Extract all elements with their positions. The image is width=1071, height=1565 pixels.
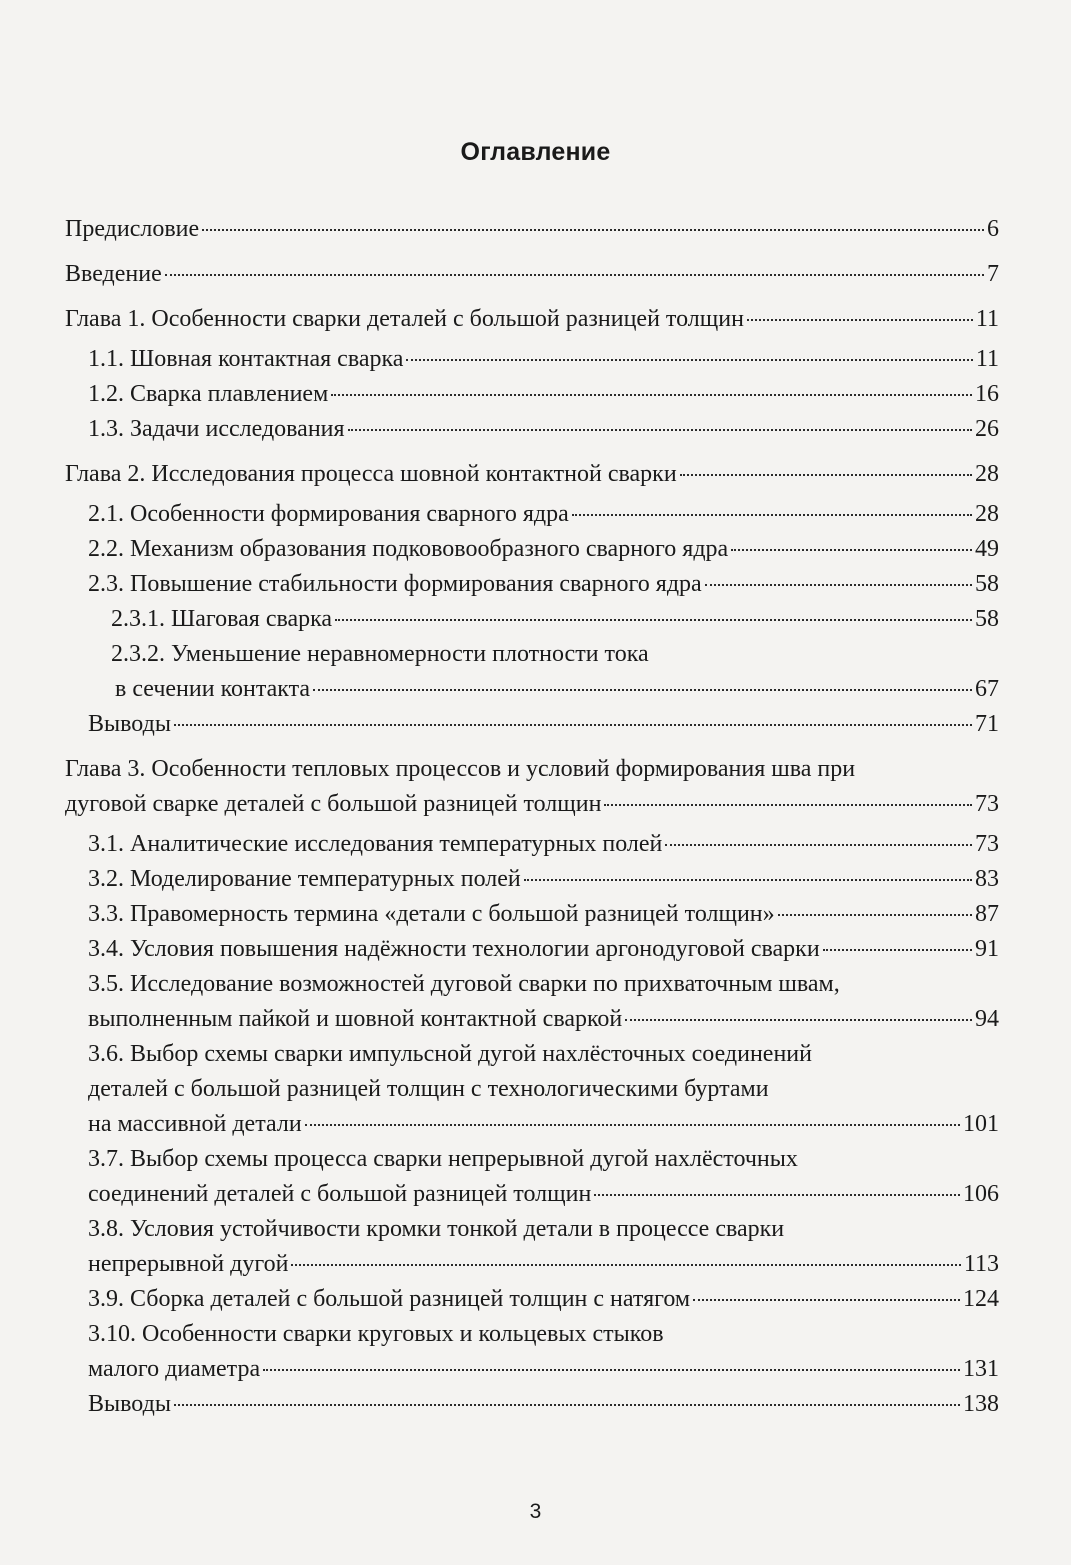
toc-entry-title: 3.2. Моделирование температурных полей bbox=[88, 866, 521, 892]
toc-entry-title: Глава 2. Исследования процесса шовной контактной сварки bbox=[65, 461, 677, 487]
toc-entry bbox=[65, 259, 999, 289]
toc-entry-title: 3.7. Выбор схемы процесса сварки непрерывной дугой нахлёсточных bbox=[88, 1146, 798, 1172]
toc-entry-page: 71 bbox=[975, 711, 999, 737]
toc-entry-page: 58 bbox=[975, 571, 999, 597]
dot-leader bbox=[665, 843, 972, 846]
toc-entry bbox=[88, 1319, 999, 1349]
toc-entry bbox=[88, 414, 999, 444]
toc-entry-page: 101 bbox=[963, 1111, 999, 1137]
toc-entry-title: Глава 3. Особенности тепловых процессов и условий формирования шва при bbox=[65, 756, 856, 782]
toc-entry-title: в сечении контакта bbox=[115, 676, 311, 702]
toc-entry bbox=[88, 1389, 999, 1419]
toc-entry-title: 3.1. Аналитические исследования температурных полей bbox=[88, 831, 663, 857]
toc-entry-page: 106 bbox=[963, 1181, 999, 1207]
toc-entry-title: 3.5. Исследование возможностей дуговой сварки по прихваточным швам, bbox=[88, 971, 840, 997]
toc-entry-title: соединений деталей с большой разницей толщин bbox=[88, 1181, 592, 1207]
toc-entry-page: 83 bbox=[975, 866, 999, 892]
toc-entry bbox=[88, 864, 999, 894]
dot-leader bbox=[331, 393, 972, 396]
toc-entry-page: 7 bbox=[987, 261, 999, 287]
toc-entry-title: малого диаметра bbox=[88, 1356, 261, 1382]
toc-entry-page: 73 bbox=[975, 791, 999, 817]
toc-entry bbox=[65, 214, 999, 244]
toc-entry-title: 2.1. Особенности формирования сварного ядра bbox=[88, 501, 569, 527]
dot-leader bbox=[263, 1368, 960, 1371]
toc-entry bbox=[65, 754, 999, 784]
toc-entry-title: 1.3. Задачи исследования bbox=[88, 416, 345, 442]
toc-entry bbox=[88, 969, 999, 999]
dot-leader bbox=[594, 1193, 960, 1196]
toc-entry-page: 87 bbox=[975, 901, 999, 927]
dot-leader bbox=[524, 878, 972, 881]
toc-entry-page: 73 bbox=[975, 831, 999, 857]
toc-entry-page: 113 bbox=[963, 1251, 999, 1277]
toc-entry-title: 1.1. Шовная контактная сварка bbox=[88, 346, 404, 372]
toc-entry bbox=[88, 709, 999, 739]
toc-entry-page: 131 bbox=[963, 1356, 999, 1382]
dot-leader bbox=[335, 618, 972, 621]
toc-entry-page: 94 bbox=[975, 1006, 999, 1032]
page-number: 3 bbox=[529, 1500, 542, 1523]
toc-entry-page: 26 bbox=[975, 416, 999, 442]
toc-entry bbox=[65, 459, 999, 489]
toc-entry bbox=[88, 1109, 999, 1139]
toc-entry-page: 58 bbox=[975, 606, 999, 632]
toc-entry-page: 124 bbox=[963, 1286, 999, 1312]
toc-entry bbox=[88, 899, 999, 929]
toc-entry bbox=[115, 674, 999, 704]
toc-entry bbox=[111, 604, 999, 634]
dot-leader bbox=[778, 913, 972, 916]
toc-entry bbox=[88, 1284, 999, 1314]
dot-leader bbox=[406, 358, 972, 361]
dot-leader bbox=[747, 318, 973, 321]
toc-entry bbox=[88, 1074, 999, 1104]
toc-entry-page: 67 bbox=[975, 676, 999, 702]
toc-entry-title: 3.8. Условия устойчивости кромки тонкой детали в процессе сварки bbox=[88, 1216, 785, 1242]
toc-entry bbox=[65, 304, 999, 334]
dot-leader bbox=[313, 688, 972, 691]
toc-entry bbox=[88, 1249, 999, 1279]
toc-entry bbox=[88, 379, 999, 409]
toc-entry bbox=[88, 1039, 999, 1069]
toc-entry-title: Глава 1. Особенности сварки деталей с большой разницей толщин bbox=[65, 306, 744, 332]
toc-entry-title: 3.9. Сборка деталей с большой разницей толщин с натягом bbox=[88, 1286, 691, 1312]
toc-entry bbox=[88, 1214, 999, 1244]
toc-entry-page: 138 bbox=[963, 1391, 999, 1417]
toc-entry-title: Введение bbox=[65, 261, 162, 287]
toc-entry-title: 1.2. Сварка плавлением bbox=[88, 381, 329, 407]
toc-entry-title: Выводы bbox=[88, 711, 171, 737]
toc-entry-title: Предисловие bbox=[65, 216, 200, 242]
dot-leader bbox=[693, 1298, 960, 1301]
toc-entry-title: деталей с большой разницей толщин с технологическими буртами bbox=[88, 1076, 769, 1102]
toc-entry bbox=[88, 1354, 999, 1384]
toc-entry-page: 28 bbox=[975, 461, 999, 487]
toc-entry-title: Выводы bbox=[88, 1391, 171, 1417]
toc-entry-title: 3.4. Условия повышения надёжности технологии аргонодуговой сварки bbox=[88, 936, 820, 962]
toc-entry-page: 6 bbox=[987, 216, 999, 242]
toc-entry-title: 2.3. Повышение стабильности формирования сварного ядра bbox=[88, 571, 702, 597]
toc-entry bbox=[88, 499, 999, 529]
dot-leader bbox=[165, 273, 984, 276]
toc-entry bbox=[65, 789, 999, 819]
toc-entry-title: 3.6. Выбор схемы сварки импульсной дугой нахлёсточных соединений bbox=[88, 1041, 812, 1067]
dot-leader bbox=[572, 513, 972, 516]
dot-leader bbox=[348, 428, 972, 431]
toc-entry bbox=[111, 639, 999, 669]
dot-leader bbox=[291, 1263, 960, 1266]
toc-entry-page: 16 bbox=[975, 381, 999, 407]
toc-entry-title: непрерывной дугой bbox=[88, 1251, 289, 1277]
dot-leader bbox=[202, 228, 984, 231]
dot-leader bbox=[604, 803, 972, 806]
toc-entry-page: 91 bbox=[975, 936, 999, 962]
toc-entry-title: дуговой сварке деталей с большой разницей толщин bbox=[65, 791, 602, 817]
toc-entry-title: 2.3.1. Шаговая сварка bbox=[111, 606, 333, 632]
toc-entry-title: выполненным пайкой и шовной контактной сваркой bbox=[88, 1006, 623, 1032]
toc-entry-title: 2.2. Механизм образования подкововообразного сварного ядра bbox=[88, 536, 729, 562]
toc-entry-page: 49 bbox=[975, 536, 999, 562]
dot-leader bbox=[823, 948, 972, 951]
toc-entry-title: 2.3.2. Уменьшение неравномерности плотности тока bbox=[111, 641, 649, 667]
toc-entry-title: 3.10. Особенности сварки круговых и кольцевых стыков bbox=[88, 1321, 664, 1347]
toc-entry-page: 28 bbox=[975, 501, 999, 527]
dot-leader bbox=[174, 1403, 960, 1406]
toc-entry-title: 3.3. Правомерность термина «детали с большой разницей толщин» bbox=[88, 901, 775, 927]
toc-entry bbox=[88, 1179, 999, 1209]
toc-entry bbox=[88, 534, 999, 564]
toc-entry-page: 11 bbox=[975, 346, 999, 372]
dot-leader bbox=[705, 583, 972, 586]
toc-entry bbox=[88, 1004, 999, 1034]
toc-entry bbox=[88, 569, 999, 599]
page-title: Оглавление bbox=[460, 138, 611, 166]
dot-leader bbox=[625, 1018, 972, 1021]
dot-leader bbox=[731, 548, 972, 551]
toc-entry-page: 11 bbox=[975, 306, 999, 332]
dot-leader bbox=[305, 1123, 960, 1126]
toc-entry bbox=[88, 829, 999, 859]
toc-entry bbox=[88, 344, 999, 374]
dot-leader bbox=[174, 723, 972, 726]
toc-entry bbox=[88, 934, 999, 964]
dot-leader bbox=[680, 473, 972, 476]
toc-entry-title: на массивной детали bbox=[88, 1111, 302, 1137]
toc-entry bbox=[88, 1144, 999, 1174]
